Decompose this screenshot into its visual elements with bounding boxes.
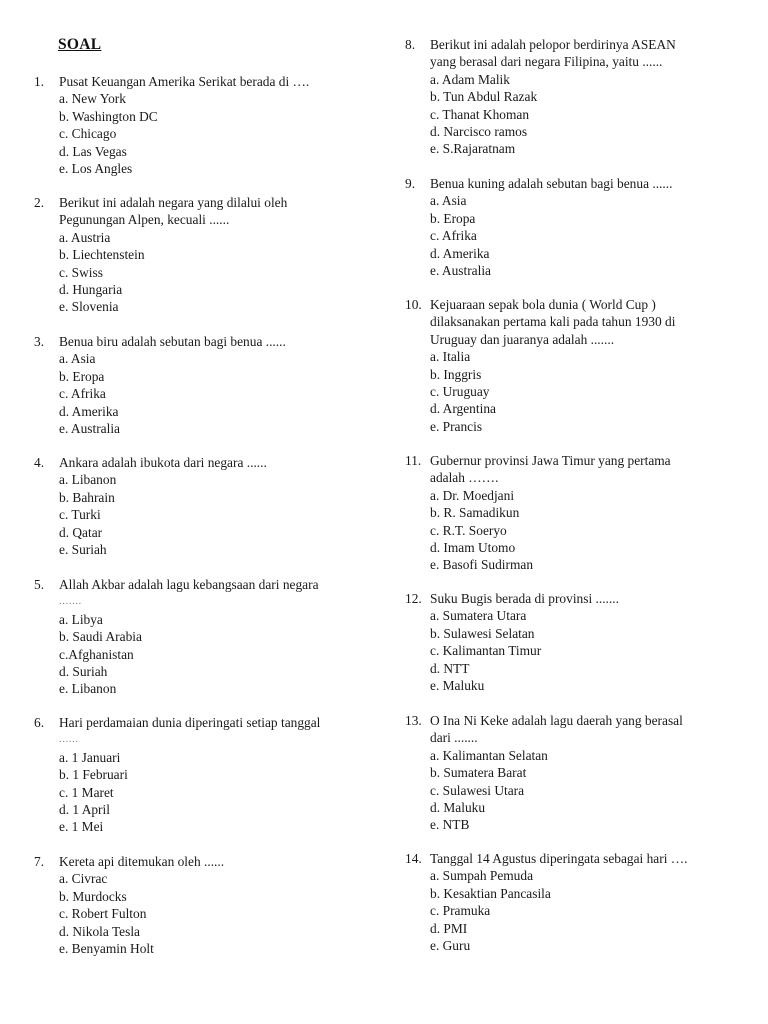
question-text-cont: .......	[59, 595, 82, 608]
question-2	[34, 194, 354, 316]
option-d: d. Narcisco ramos	[430, 123, 528, 139]
question-number: 13.	[405, 713, 422, 728]
option-a: a. Austria	[59, 229, 111, 245]
option-b: b. Tun Abdul Razak	[430, 89, 538, 105]
option-e: e. Australia	[59, 420, 120, 436]
option-c: c. 1 Maret	[59, 784, 114, 800]
option-b: b. Bahrain	[59, 489, 115, 505]
option-c: c. Sulawesi Utara	[430, 782, 525, 798]
option-d: d. Maluku	[430, 799, 486, 815]
option-c: c. Turki	[59, 507, 101, 523]
question-text-cont: dari .......	[430, 730, 478, 746]
question-number: 12.	[405, 591, 422, 606]
option-c: c. Afrika	[430, 228, 477, 244]
question-text: Gubernur provinsi Jawa Timur yang pertama	[430, 453, 671, 468]
option-d: d. Nikola Tesla	[59, 923, 141, 939]
question-text-cont: yang berasal dari negara Filipina, yaitu ......	[430, 54, 663, 70]
option-e: e. S.Rajaratnam	[430, 141, 516, 157]
question-number: 11.	[405, 453, 422, 468]
question-10	[405, 296, 725, 435]
question-text-cont: ......	[59, 733, 79, 746]
question-9	[405, 175, 725, 279]
question-text: Hari perdamaian dunia diperingati setiap tanggal	[59, 715, 321, 730]
option-c: c. Uruguay	[430, 383, 490, 399]
option-b: b. Sumatera Barat	[430, 765, 527, 781]
option-e: e. Australia	[430, 262, 491, 278]
option-a: a. Asia	[59, 351, 96, 367]
question-number: 4.	[34, 455, 45, 470]
option-b: b. Inggris	[430, 366, 482, 382]
option-e: e. Libanon	[59, 681, 117, 697]
option-a: a. Asia	[430, 193, 467, 209]
option-b: b. 1 Februari	[59, 767, 128, 783]
option-e: e. Slovenia	[59, 299, 119, 315]
option-b: b. Eropa	[430, 210, 476, 226]
option-b: b. Washington DC	[59, 108, 158, 124]
question-text: Tanggal 14 Agustus diperingata sebagai hari ….	[430, 851, 688, 866]
question-13	[405, 712, 725, 834]
option-a: a. New York	[59, 91, 126, 107]
option-b: b. Kesaktian Pancasila	[430, 885, 551, 901]
question-8	[405, 36, 725, 158]
question-text: O Ina Ni Keke adalah lagu daerah yang berasal	[430, 713, 683, 728]
option-a: a. Libya	[59, 611, 103, 627]
option-a: a. Civrac	[59, 871, 108, 887]
question-text-cont: Uruguay dan juaranya adalah .......	[430, 331, 615, 347]
question-number: 10.	[405, 297, 422, 312]
question-number: 14.	[405, 851, 422, 866]
option-c: c. Swiss	[59, 264, 103, 280]
option-c: c. R.T. Soeryo	[430, 522, 507, 538]
option-b: b. Sulawesi Selatan	[430, 625, 535, 641]
question-number: 3.	[34, 334, 45, 349]
option-a: a. Adam Malik	[430, 71, 510, 87]
option-d: d. Suriah	[59, 663, 108, 679]
question-text-cont: dilaksanakan pertama kali pada tahun 1930 di	[430, 314, 676, 330]
question-text-cont: adalah …….	[430, 470, 499, 486]
question-7	[34, 853, 354, 957]
option-b: b. Liechtenstein	[59, 247, 145, 263]
question-14	[405, 850, 725, 954]
question-text: Allah Akbar adalah lagu kebangsaan dari negara	[59, 577, 319, 592]
option-d: d. Amerika	[430, 245, 490, 261]
option-a: a. Sumpah Pemuda	[430, 868, 534, 884]
option-d: d. Qatar	[59, 524, 103, 540]
question-text: Berikut ini adalah pelopor berdirinya ASEAN	[430, 37, 676, 52]
option-d: d. Las Vegas	[59, 143, 127, 159]
option-a: a. Dr. Moedjani	[430, 487, 515, 503]
option-d: d. Amerika	[59, 403, 119, 419]
option-e: e. Suriah	[59, 541, 107, 557]
question-number: 5.	[34, 577, 45, 592]
option-e: e. Guru	[430, 937, 471, 953]
option-a: a. 1 Januari	[59, 749, 121, 765]
question-text: Berikut ini adalah negara yang dilalui oleh	[59, 195, 288, 210]
option-c: c. Pramuka	[430, 903, 491, 919]
option-e: e. 1 Mei	[59, 819, 104, 835]
page-title: SOAL	[58, 36, 102, 53]
option-a: a. Sumatera Utara	[430, 608, 527, 624]
option-e: e. Benyamin Holt	[59, 940, 154, 956]
option-b: b. Saudi Arabia	[59, 629, 142, 645]
option-e: e. NTB	[430, 817, 470, 833]
question-number: 2.	[34, 195, 45, 210]
question-number: 9.	[405, 176, 416, 191]
question-text: Ankara adalah ibukota dari negara ......	[59, 455, 267, 470]
option-e: e. Los Angles	[59, 160, 133, 176]
option-b: b. R. Samadikun	[430, 505, 520, 521]
option-d: d. Imam Utomo	[430, 539, 516, 555]
question-1	[34, 73, 354, 177]
question-6	[34, 714, 354, 836]
option-d: d. Argentina	[430, 401, 496, 417]
question-text: Suku Bugis berada di provinsi .......	[430, 591, 619, 606]
option-c: c. Chicago	[59, 126, 117, 142]
option-a: a. Kalimantan Selatan	[430, 747, 548, 763]
question-text-cont: Pegunungan Alpen, kecuali ......	[59, 212, 230, 228]
question-text: Kejuaraan sepak bola dunia ( World Cup )	[430, 297, 656, 312]
option-e: e. Prancis	[430, 418, 483, 434]
option-b: b. Murdocks	[59, 888, 127, 904]
question-3	[34, 333, 354, 437]
question-5	[34, 576, 354, 698]
question-number: 1.	[34, 74, 45, 89]
option-d: d. 1 April	[59, 801, 110, 817]
question-12	[405, 590, 725, 694]
option-c: c. Thanat Khoman	[430, 106, 530, 122]
option-d: d. NTT	[430, 660, 470, 676]
question-text: Pusat Keuangan Amerika Serikat berada di ….	[59, 74, 310, 89]
question-4	[34, 454, 354, 558]
option-a: a. Italia	[430, 349, 471, 365]
question-text: Benua kuning adalah sebutan bagi benua ......	[430, 176, 673, 191]
question-text: Kereta api ditemukan oleh ......	[59, 854, 225, 869]
option-c: c. Afrika	[59, 386, 106, 402]
question-number: 6.	[34, 715, 45, 730]
option-c: c. Robert Fulton	[59, 906, 147, 922]
question-number: 8.	[405, 37, 416, 52]
option-d: d. Hungaria	[59, 281, 123, 297]
option-c: c.Afghanistan	[59, 646, 134, 662]
question-text: Benua biru adalah sebutan bagi benua ......	[59, 334, 286, 349]
question-11	[405, 452, 725, 574]
option-e: e. Basofi Sudirman	[430, 557, 534, 573]
question-number: 7.	[34, 854, 45, 869]
option-a: a. Libanon	[59, 472, 117, 488]
option-b: b. Eropa	[59, 368, 105, 384]
option-d: d. PMI	[430, 920, 468, 936]
option-e: e. Maluku	[430, 677, 485, 693]
option-c: c. Kalimantan Timur	[430, 643, 542, 659]
